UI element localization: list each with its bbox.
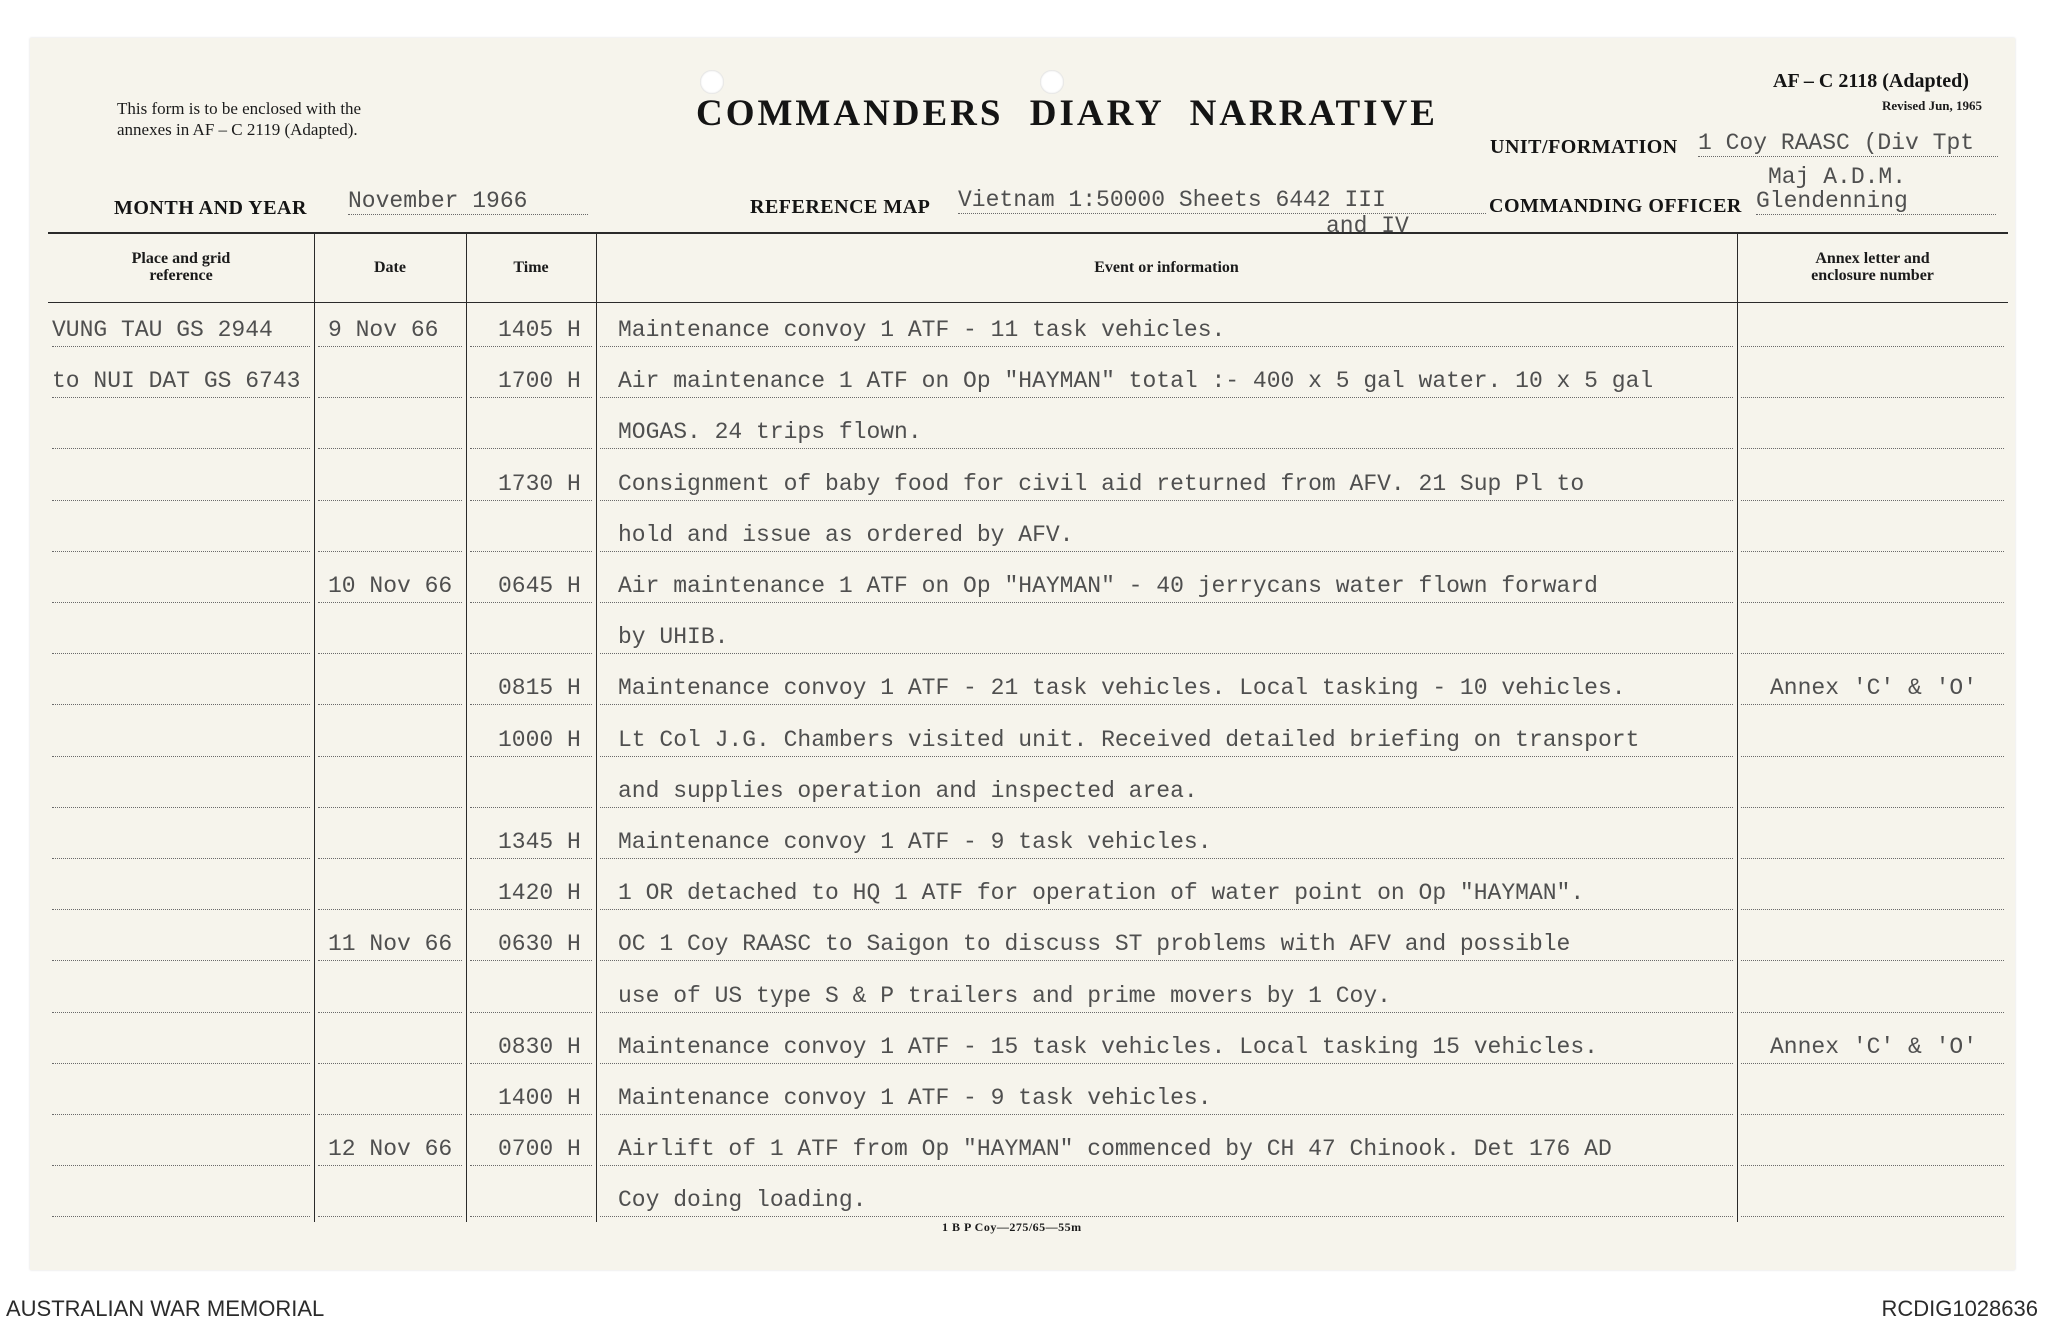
row-dotted-rule: [470, 653, 592, 654]
row-dotted-rule: [600, 807, 1733, 808]
row-dotted-rule: [52, 602, 310, 603]
row-dotted-rule: [1741, 551, 2004, 552]
table-top-rule: [48, 232, 2008, 234]
time-cell: 1405 H: [498, 317, 581, 343]
enclosure-note: This form is to be enclosed with the annexes in AF – C 2119 (Adapted).: [117, 99, 362, 139]
row-dotted-rule: [600, 448, 1733, 449]
event-cell: Coy doing loading.: [618, 1187, 867, 1214]
row-dotted-rule: [600, 602, 1733, 603]
column-divider-annex: [1737, 232, 1738, 1222]
row-dotted-rule: [52, 1063, 310, 1064]
row-dotted-rule: [52, 1216, 310, 1217]
row-dotted-rule: [318, 807, 462, 808]
footer-archive-name: AUSTRALIAN WAR MEMORIAL: [6, 1296, 325, 1321]
diary-form-sheet: [30, 38, 2015, 1270]
event-cell: Maintenance convoy 1 ATF - 21 task vehicles. Local tasking - 10 vehicles.: [618, 675, 1626, 702]
time-cell: 1000 H: [498, 726, 581, 753]
row-dotted-rule: [318, 909, 462, 910]
row-dotted-rule: [1741, 807, 2004, 808]
row-dotted-rule: [52, 807, 310, 808]
row-dotted-rule: [600, 653, 1733, 654]
row-dotted-rule: [318, 448, 462, 449]
time-cell: 0830 H: [498, 1033, 581, 1060]
row-dotted-rule: [470, 1216, 592, 1217]
form-title: COMMANDERS DIARY NARRATIVE: [696, 93, 1438, 134]
row-dotted-rule: [318, 1165, 462, 1166]
row-dotted-rule: [1741, 448, 2004, 449]
row-dotted-rule: [600, 551, 1733, 552]
annex-cell: Annex 'C' & 'O': [1770, 1033, 1978, 1060]
row-dotted-rule: [600, 756, 1733, 757]
date-cell: 11 Nov 66: [328, 931, 453, 958]
commanding-officer-value: Glendenning: [1756, 188, 1996, 215]
date-cell: 10 Nov 66: [328, 573, 453, 599]
row-dotted-rule: [318, 602, 462, 603]
time-cell: 0815 H: [498, 675, 581, 702]
row-dotted-rule: [470, 397, 592, 398]
form-number: AF – C 2118 (Adapted): [1773, 70, 1969, 92]
event-cell: and supplies operation and inspected area.: [618, 777, 1198, 804]
row-dotted-rule: [600, 1063, 1733, 1064]
row-dotted-rule: [52, 1114, 310, 1115]
row-dotted-rule: [600, 1012, 1733, 1013]
row-dotted-rule: [318, 960, 462, 961]
row-dotted-rule: [52, 1165, 310, 1166]
place-cell: to NUI DAT GS 6743: [52, 368, 301, 395]
column-header-annex: Annex letter and enclosure number: [1811, 250, 1934, 284]
row-dotted-rule: [1741, 960, 2004, 961]
row-dotted-rule: [52, 960, 310, 961]
event-cell: Maintenance convoy 1 ATF - 15 task vehicles. Local tasking 15 vehicles.: [618, 1033, 1598, 1060]
row-dotted-rule: [470, 1114, 592, 1115]
row-dotted-rule: [1741, 858, 2004, 859]
event-cell: hold and issue as ordered by AFV.: [618, 521, 1074, 548]
column-header-event: Event or information: [1094, 259, 1239, 276]
row-dotted-rule: [1741, 1216, 2004, 1217]
footer-record-id: RCDIG1028636: [1881, 1296, 2038, 1321]
row-dotted-rule: [52, 1012, 310, 1013]
time-cell: 0645 H: [498, 573, 581, 599]
row-dotted-rule: [600, 1216, 1733, 1217]
reference-map-value: Vietnam 1:50000 Sheets 6442 III: [958, 187, 1486, 214]
punch-hole-right: [1040, 70, 1064, 94]
row-dotted-rule: [318, 1012, 462, 1013]
event-cell: MOGAS. 24 trips flown.: [618, 419, 922, 446]
event-cell: Maintenance convoy 1 ATF - 9 task vehicles.: [618, 1085, 1212, 1111]
row-dotted-rule: [600, 346, 1733, 347]
reference-map-value-line2: and IV: [1326, 213, 1409, 239]
row-dotted-rule: [600, 909, 1733, 910]
event-cell: Air maintenance 1 ATF on Op "HAYMAN" total :- 400 x 5 gal water. 10 x 5 gal: [618, 368, 1654, 395]
event-cell: use of US type S & P trailers and prime movers by 1 Coy.: [618, 982, 1391, 1009]
event-cell: 1 OR detached to HQ 1 ATF for operation of water point on Op "HAYMAN".: [618, 880, 1585, 907]
row-dotted-rule: [318, 551, 462, 552]
revised-date: Revised Jun, 1965: [1882, 98, 1983, 113]
unit-formation-value: 1 Coy RAASC (Div Tpt: [1698, 130, 1998, 157]
row-dotted-rule: [318, 1216, 462, 1217]
row-dotted-rule: [470, 551, 592, 552]
commanding-officer-label: COMMANDING OFFICER: [1489, 195, 1742, 217]
event-cell: Lt Col J.G. Chambers visited unit. Received detailed briefing on transport: [618, 726, 1640, 753]
row-dotted-rule: [52, 397, 310, 398]
row-dotted-rule: [52, 756, 310, 757]
event-cell: Airlift of 1 ATF from Op "HAYMAN" commenced by CH 47 Chinook. Det 176 AD: [618, 1136, 1612, 1163]
date-cell: 9 Nov 66: [328, 317, 439, 343]
row-dotted-rule: [52, 551, 310, 552]
row-dotted-rule: [470, 960, 592, 961]
row-dotted-rule: [600, 1165, 1733, 1166]
row-dotted-rule: [470, 704, 592, 705]
row-dotted-rule: [52, 704, 310, 705]
time-cell: 1420 H: [498, 880, 581, 907]
row-dotted-rule: [1741, 909, 2004, 910]
column-divider-date: [314, 232, 315, 1222]
row-dotted-rule: [470, 1063, 592, 1064]
event-cell: Maintenance convoy 1 ATF - 9 task vehicles.: [618, 829, 1212, 855]
event-cell: by UHIB.: [618, 624, 729, 651]
row-dotted-rule: [470, 346, 592, 347]
row-dotted-rule: [470, 500, 592, 501]
printer-imprint: 1 B P Coy—275/65—55m: [942, 1220, 1082, 1234]
place-cell: VUNG TAU GS 2944: [52, 317, 273, 343]
month-year-value: November 1966: [348, 188, 588, 215]
event-cell: Maintenance convoy 1 ATF - 11 task vehicles.: [618, 317, 1226, 343]
row-dotted-rule: [470, 807, 592, 808]
row-dotted-rule: [52, 858, 310, 859]
column-divider-event: [596, 232, 597, 1222]
column-header-date: Date: [374, 259, 406, 276]
row-dotted-rule: [600, 1114, 1733, 1115]
row-dotted-rule: [1741, 1063, 2004, 1064]
column-header-place: Place and grid reference: [131, 250, 231, 284]
row-dotted-rule: [600, 858, 1733, 859]
row-dotted-rule: [470, 1012, 592, 1013]
row-dotted-rule: [1741, 1114, 2004, 1115]
time-cell: 1345 H: [498, 829, 581, 855]
time-cell: 0700 H: [498, 1136, 581, 1163]
event-cell: Air maintenance 1 ATF on Op "HAYMAN" - 40 jerrycans water flown forward: [618, 573, 1598, 599]
row-dotted-rule: [600, 704, 1733, 705]
row-dotted-rule: [1741, 1165, 2004, 1166]
row-dotted-rule: [1741, 397, 2004, 398]
month-year-label: MONTH AND YEAR: [114, 197, 307, 219]
row-dotted-rule: [318, 1063, 462, 1064]
row-dotted-rule: [470, 858, 592, 859]
row-dotted-rule: [470, 448, 592, 449]
row-dotted-rule: [318, 704, 462, 705]
row-dotted-rule: [318, 756, 462, 757]
time-cell: 1700 H: [498, 368, 581, 395]
row-dotted-rule: [52, 653, 310, 654]
row-dotted-rule: [470, 602, 592, 603]
row-dotted-rule: [318, 653, 462, 654]
row-dotted-rule: [318, 346, 462, 347]
row-dotted-rule: [1741, 602, 2004, 603]
row-dotted-rule: [470, 756, 592, 757]
time-cell: 1730 H: [498, 470, 581, 497]
row-dotted-rule: [318, 1114, 462, 1115]
row-dotted-rule: [52, 909, 310, 910]
row-dotted-rule: [600, 500, 1733, 501]
row-dotted-rule: [1741, 704, 2004, 705]
unit-formation-label: UNIT/FORMATION: [1490, 136, 1678, 158]
reference-map-label: REFERENCE MAP: [750, 196, 931, 218]
time-cell: 0630 H: [498, 931, 581, 958]
row-dotted-rule: [1741, 653, 2004, 654]
event-cell: Consignment of baby food for civil aid returned from AFV. 21 Sup Pl to: [618, 470, 1585, 497]
punch-hole-left: [700, 70, 724, 94]
row-dotted-rule: [318, 858, 462, 859]
row-dotted-rule: [1741, 1012, 2004, 1013]
time-cell: 1400 H: [498, 1085, 581, 1111]
date-cell: 12 Nov 66: [328, 1136, 453, 1163]
event-cell: OC 1 Coy RAASC to Saigon to discuss ST problems with AFV and possible: [618, 931, 1571, 958]
row-dotted-rule: [600, 397, 1733, 398]
row-dotted-rule: [470, 1165, 592, 1166]
row-dotted-rule: [1741, 500, 2004, 501]
annex-cell: Annex 'C' & 'O': [1770, 675, 1978, 702]
table-header-rule: [48, 302, 2008, 303]
row-dotted-rule: [52, 346, 310, 347]
row-dotted-rule: [470, 909, 592, 910]
commanding-officer-rank: Maj A.D.M.: [1768, 164, 1907, 190]
row-dotted-rule: [1741, 756, 2004, 757]
column-header-time: Time: [513, 259, 549, 276]
row-dotted-rule: [1741, 346, 2004, 347]
row-dotted-rule: [52, 448, 310, 449]
column-divider-time: [466, 232, 467, 1222]
row-dotted-rule: [600, 960, 1733, 961]
row-dotted-rule: [318, 397, 462, 398]
row-dotted-rule: [52, 500, 310, 501]
row-dotted-rule: [318, 500, 462, 501]
